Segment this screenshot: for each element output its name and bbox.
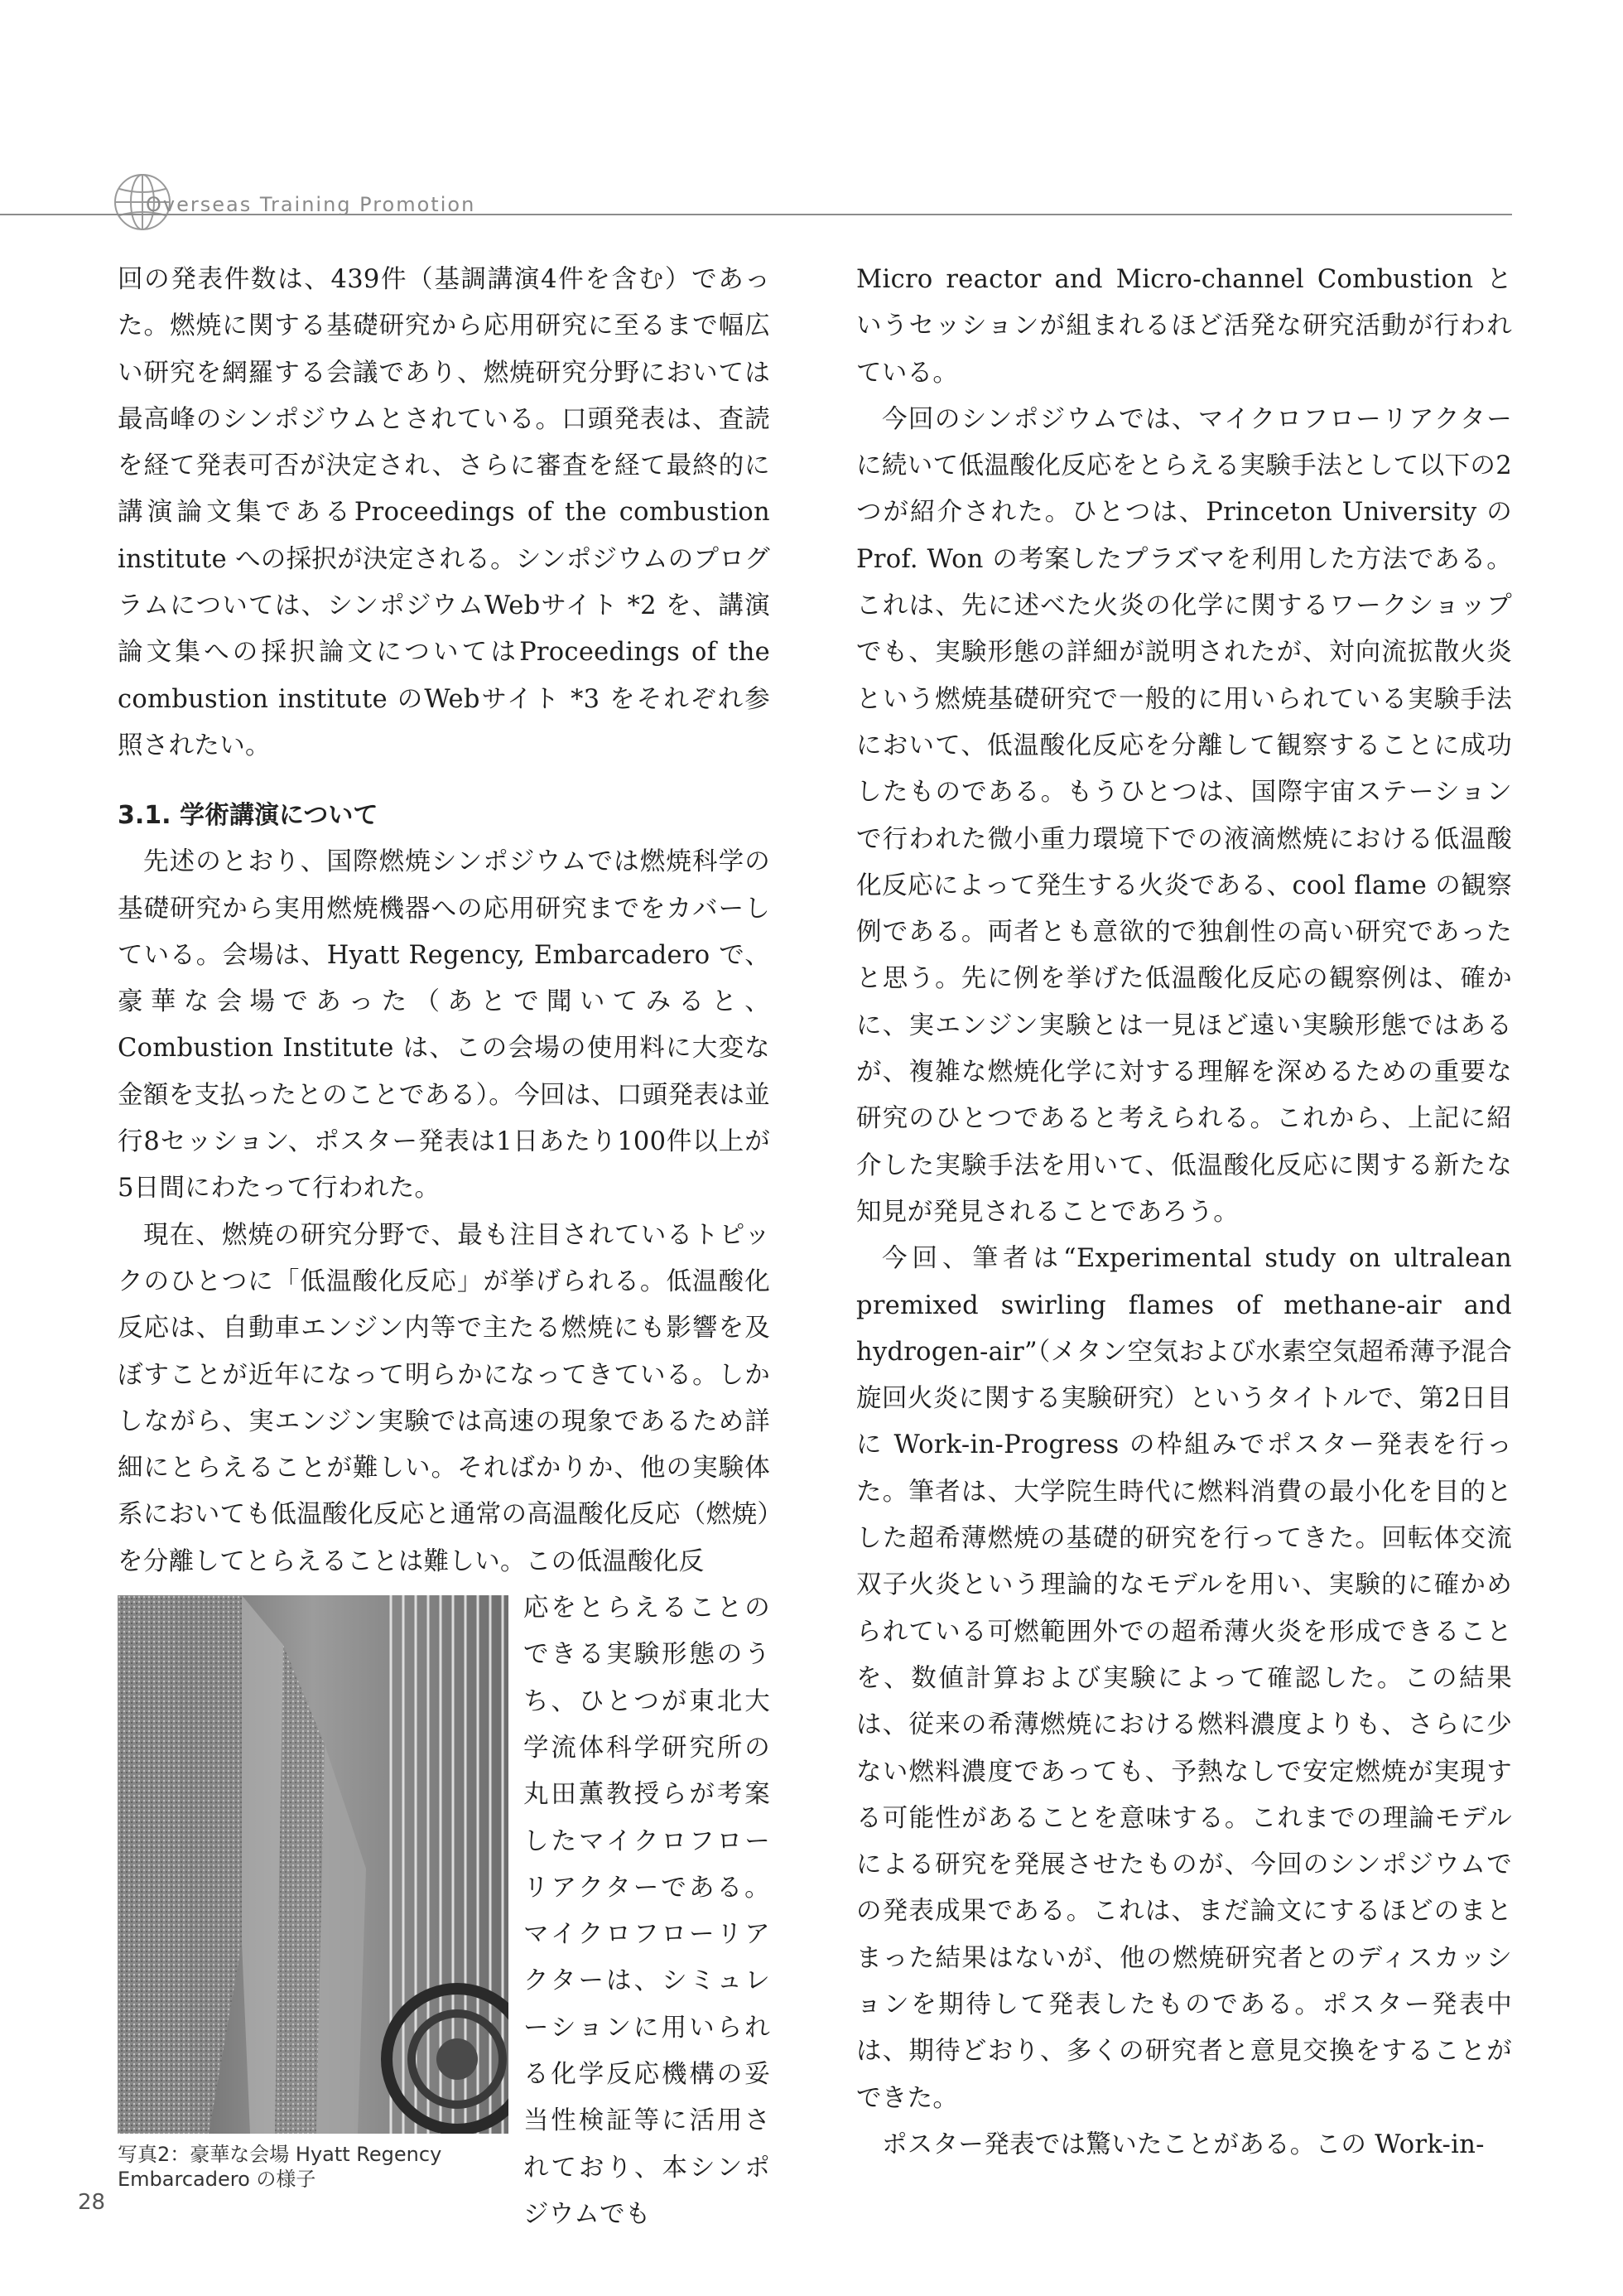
section-heading: 3.1. 学術講演について [118,801,378,831]
header-divider [0,214,1512,215]
right-paragraph-2: 今回のシンポジウムでは、マイクロフローリアクターに続いて低温酸化反応をとらえる実験手法として以下の2つが紹介された。ひとつは、Princeton University の Prof. Won の考案したプラズマを利用した方法である。これは、先に述べた火炎の化学に関するワークショップでも、実験形態の詳細が説明されたが、対向流拡散火炎という燃焼基礎研究で一般的に用いられている実験手法において、低温酸化反応を分離して観察することに成功したものである。もうひとつは、国際宇宙ステーションで行われた微小重力環境下での液滴燃焼における低温酸化反応によって発生する火炎である、cool flame の観察例である。両者とも意欲的で独創性の高い研究であったと思う。先に例を挙げた低温酸化反応の観察例は、確かに、実エンジン実験とは一見ほど遠い実験形態ではあるが、複雑な燃焼化学に対する理解を深めるための重要な研究のひとつであると考えられる。これから、上記に紹介した実験手法を用いて、低温酸化反応に関する新たな知見が発見されることであろう。 [856,404,1512,1227]
venue-photo-figure [118,1595,508,2192]
right-column [856,257,1512,2168]
left-paragraph-1: 回の発表件数は、439件（基調講演4件を含む）であった。燃焼に関する基礎研究から応用研究に至るまで幅広い研究を網羅する会議であり、燃焼研究分野においては最高峰のシンポジウムとされている。口頭発表は、査読を経て発表可否が決定され、さらに審査を経て最終的に講演論文集であるProceedings of the combustion institute への採択が決定される。シンポジウムのプログラムについては、シンポジウムWebサイト *2 を、講演論文集への採択論文についてはProceedings of the combustion institute のWebサイト *3 をそれぞれ参照されたい。 [118,265,770,760]
page-header [0,0,1623,248]
right-paragraph-4: ポスター発表では驚いたことがある。この Work-in- [882,2130,1485,2159]
left-paragraph-3: 現在、燃焼の研究分野で、最も注目されているトピックのひとつに「低温酸化反応」が挙げられる。低温酸化反応は、自動車エンジン内等で主たる燃焼にも影響を及ぼすことが近年になって明らかになってきている。しかしながら、実エンジン実験では高速の現象であるため詳細にとらえることが難しい。そればかりか、他の実験体系においても低温酸化反応と通常の高温酸化反応（燃焼）を分離してとらえることは難しい。この低温酸化反 [118,1220,770,1576]
left-column [118,257,770,2238]
left-paragraph-3-continued: 応をとらえることのできる実験形態のうち、ひとつが東北大学流体科学研究所の丸田薫教授らが考案したマイクロフローリアクターである。マイクロフローリアクターは、シミュレーションに用いられる化学反応機構の妥当性検証等に活用されており、本シンポジウムでも [523,1594,770,2229]
photo-caption: 写真2：豪華な会場 Hyatt Regency Embarcadero の様子 [118,2143,442,2192]
page-number: 28 [78,2190,106,2215]
left-paragraph-2: 先述のとおり、国際燃焼シンポジウムでは燃焼科学の基礎研究から実用燃焼機器への応用研究までをカバーしている。会場は、Hyatt Regency, Embarcadero で、豪華な会場であった（あとで聞いてみると、Combustion Institute は、この会場の使用料に大変な金額を支払ったとのことである）。今回は、口頭発表は並行8セッション、ポスター発表は1日あたり100件以上が5日間にわたって行われた。 [118,847,770,1203]
right-paragraph-1: Micro reactor and Micro-channel Combustion というセッションが組まれるほど活発な研究活動が行われている。 [856,265,1512,388]
photo-wrap-block [118,1585,770,2238]
section-title: Overseas Training Promotion [146,193,476,216]
right-paragraph-3: 今回、筆者は“Experimental study on ultralean premixed swirling flames of methane-air and hydrogen-air”（メタン空気および水素空気超希薄予混合旋回火炎に関する実験研究）というタイトルで、第2日目に Work-in-Progress の枠組みでポスター発表を行った。筆者は、大学院生時代に燃料消費の最小化を目的とした超希薄燃焼の基礎的研究を行ってきた。回転体交流双子火炎という理論的なモデルを用い、実験的に確かめられている可燃範囲外での超希薄火炎を形成できることを、数値計算および実験によって確認した。この結果は、従来の希薄燃焼における燃料濃度よりも、さらに少ない燃料濃度であっても、予熱なしで安定燃焼が実現する可能性があることを意味する。これまでの理論モデルによる研究を発展させたものが、今回のシンポジウムでの発表成果である。これは、まだ論文にするほどのまとまった結果はないが、他の燃焼研究者とのディスカッションを期待して発表したものである。ポスター発表中は、期待どおり、多くの研究者と意見交換をすることができた。 [856,1244,1512,2113]
venue-photo [118,1595,508,2134]
